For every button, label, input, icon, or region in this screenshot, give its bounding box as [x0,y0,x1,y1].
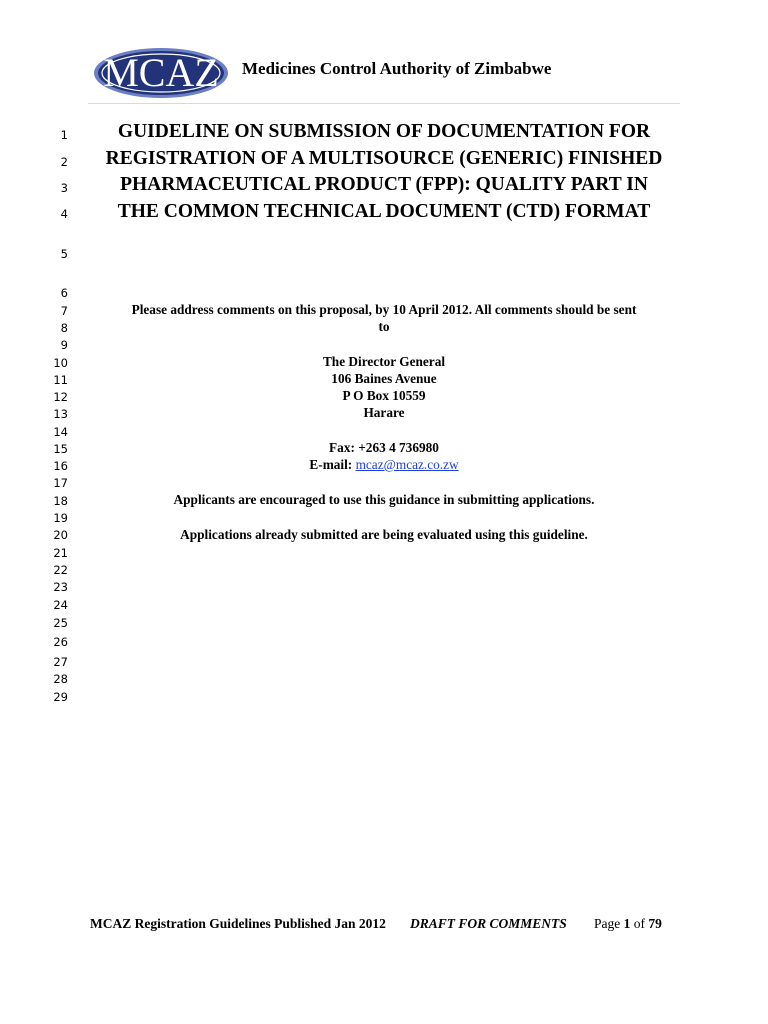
line-number: 6 [60,286,68,300]
line-number: 2 [60,155,68,169]
line-number: 23 [53,580,68,594]
line-number: 14 [53,425,68,439]
email-link[interactable]: mcaz@mcaz.co.zw [355,457,459,472]
line-number: 20 [53,528,68,542]
page-current: 1 [623,916,631,931]
address-line: P O Box 10559 [342,388,426,403]
document-title-line: PHARMACEUTICAL PRODUCT (FPP): QUALITY PART IN [120,174,648,195]
line-number: 11 [53,373,68,387]
address-line: 106 Baines Avenue [331,371,437,386]
line-number: 7 [60,304,68,318]
email-label: E-mail: [309,457,356,472]
line-number: 3 [60,181,68,195]
document-title-line: THE COMMON TECHNICAL DOCUMENT (CTD) FORMAT [117,201,651,222]
line-number: 21 [53,546,68,560]
email-line [88,457,680,473]
page-total: 79 [648,916,662,931]
document-header [88,44,680,102]
line-number: 13 [53,407,68,421]
line-number: 25 [53,616,68,630]
page-label: Page [594,916,624,931]
line-number: 8 [60,321,68,335]
comments-instruction: Please address comments on this proposal, by 10 April 2012. All comments should be sent [131,302,637,317]
line-number: 9 [60,338,68,352]
footer-publication: MCAZ Registration Guidelines Published Jan 2012 [90,916,386,931]
line-number: 22 [53,563,68,577]
line-number: 1 [60,128,68,142]
evaluation-note: Applications already submitted are being evaluated using this guideline. [180,527,588,542]
page-indicator [594,916,662,932]
header-divider [88,103,680,104]
line-number: 4 [60,207,68,221]
address-line: The Director General [322,354,446,369]
line-number: 15 [53,442,68,456]
line-number: 18 [53,494,68,508]
page-of: of [630,916,649,931]
line-number: 10 [53,356,68,370]
line-number: 16 [53,459,68,473]
line-number: 26 [53,635,68,649]
document-title-line: REGISTRATION OF A MULTISOURCE (GENERIC) FINISHED [105,148,663,169]
logo-text: MCAZ [103,50,219,95]
line-number: 27 [53,655,68,669]
document-title-line: GUIDELINE ON SUBMISSION OF DOCUMENTATION FOR [117,121,651,142]
line-number: 19 [53,511,68,525]
footer-draft-label: DRAFT FOR COMMENTS [410,916,567,931]
comments-instruction-continued: to [378,319,390,334]
line-number: 24 [53,598,68,612]
mcaz-logo [92,46,230,100]
fax-number: Fax: +263 4 736980 [329,440,439,455]
line-number: 12 [53,390,68,404]
line-number: 17 [53,476,68,490]
line-number: 5 [60,247,68,261]
line-number: 28 [53,672,68,686]
line-number: 29 [53,690,68,704]
guidance-note: Applicants are encouraged to use this guidance in submitting applications. [173,492,595,507]
organization-name: Medicines Control Authority of Zimbabwe [242,59,552,78]
address-line: Harare [363,405,405,420]
